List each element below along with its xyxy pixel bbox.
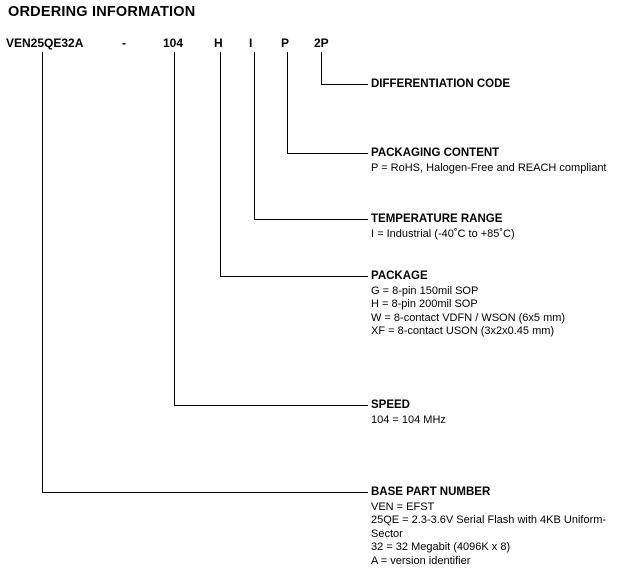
leader-vline-speed [174, 52, 175, 405]
leader-hline-packaging [287, 153, 368, 154]
block-base-line-3: 32 = 32 Megabit (4096K x 8) [371, 541, 511, 553]
leader-hline-package [220, 276, 368, 277]
part-number-base: VEN25QE32A [6, 36, 84, 50]
block-base-line-1: VEN = EFST [371, 500, 435, 513]
block-differentiation [371, 78, 510, 93]
block-speed [371, 399, 446, 427]
block-temperature [371, 213, 515, 241]
leader-vline-temperature [254, 52, 255, 219]
part-number-speed: 104 [163, 36, 184, 50]
block-temperature-head: TEMPERATURE RANGE [371, 213, 503, 225]
block-packaging-head: PACKAGING CONTENT [371, 147, 500, 159]
block-speed-line-1: 104 = 104 MHz [371, 413, 446, 426]
block-packaging [371, 147, 607, 175]
part-number-temperature: I [249, 36, 253, 50]
block-speed-head: SPEED [371, 399, 410, 411]
part-number-differentiation: 2P [314, 36, 329, 50]
block-package-line-3: W = 8-contact VDFN / WSON (6x5 mm) [371, 311, 566, 324]
block-base [371, 486, 636, 568]
leader-vline-differentiation [321, 52, 322, 84]
block-package [371, 270, 565, 339]
block-package-head: PACKAGE [371, 270, 428, 282]
block-base-line-2: 25QE = 2.3-3.6V Serial Flash with 4KB Uniform-Sector [371, 514, 607, 540]
leader-vline-base [42, 52, 43, 492]
leader-hline-differentiation [321, 84, 368, 85]
block-base-head: BASE PART NUMBER [371, 486, 491, 498]
part-number-dash: - [122, 36, 126, 50]
leader-hline-base [42, 492, 368, 493]
part-number-package: H [214, 36, 223, 50]
block-package-line-1: G = 8-pin 150mil SOP [371, 284, 479, 297]
leader-hline-temperature [254, 219, 368, 220]
part-number-packaging: P [281, 36, 290, 50]
block-package-line-4: XF = 8-contact USON (3x2x0.45 mm) [371, 325, 555, 337]
leader-hline-speed [174, 405, 368, 406]
block-differentiation-head: DIFFERENTIATION CODE [371, 78, 511, 90]
leader-vline-package [220, 52, 221, 276]
block-temperature-line-1: I = Industrial (-40˚C to +85˚C) [371, 227, 515, 240]
block-package-line-2: H = 8-pin 200mil SOP [371, 298, 478, 310]
leader-vline-packaging [287, 52, 288, 153]
page-title: ORDERING INFORMATION [8, 4, 196, 20]
block-base-line-4: A = version identifier [371, 554, 471, 567]
block-packaging-line-1: P = RoHS, Halogen-Free and REACH compliant [371, 161, 607, 174]
